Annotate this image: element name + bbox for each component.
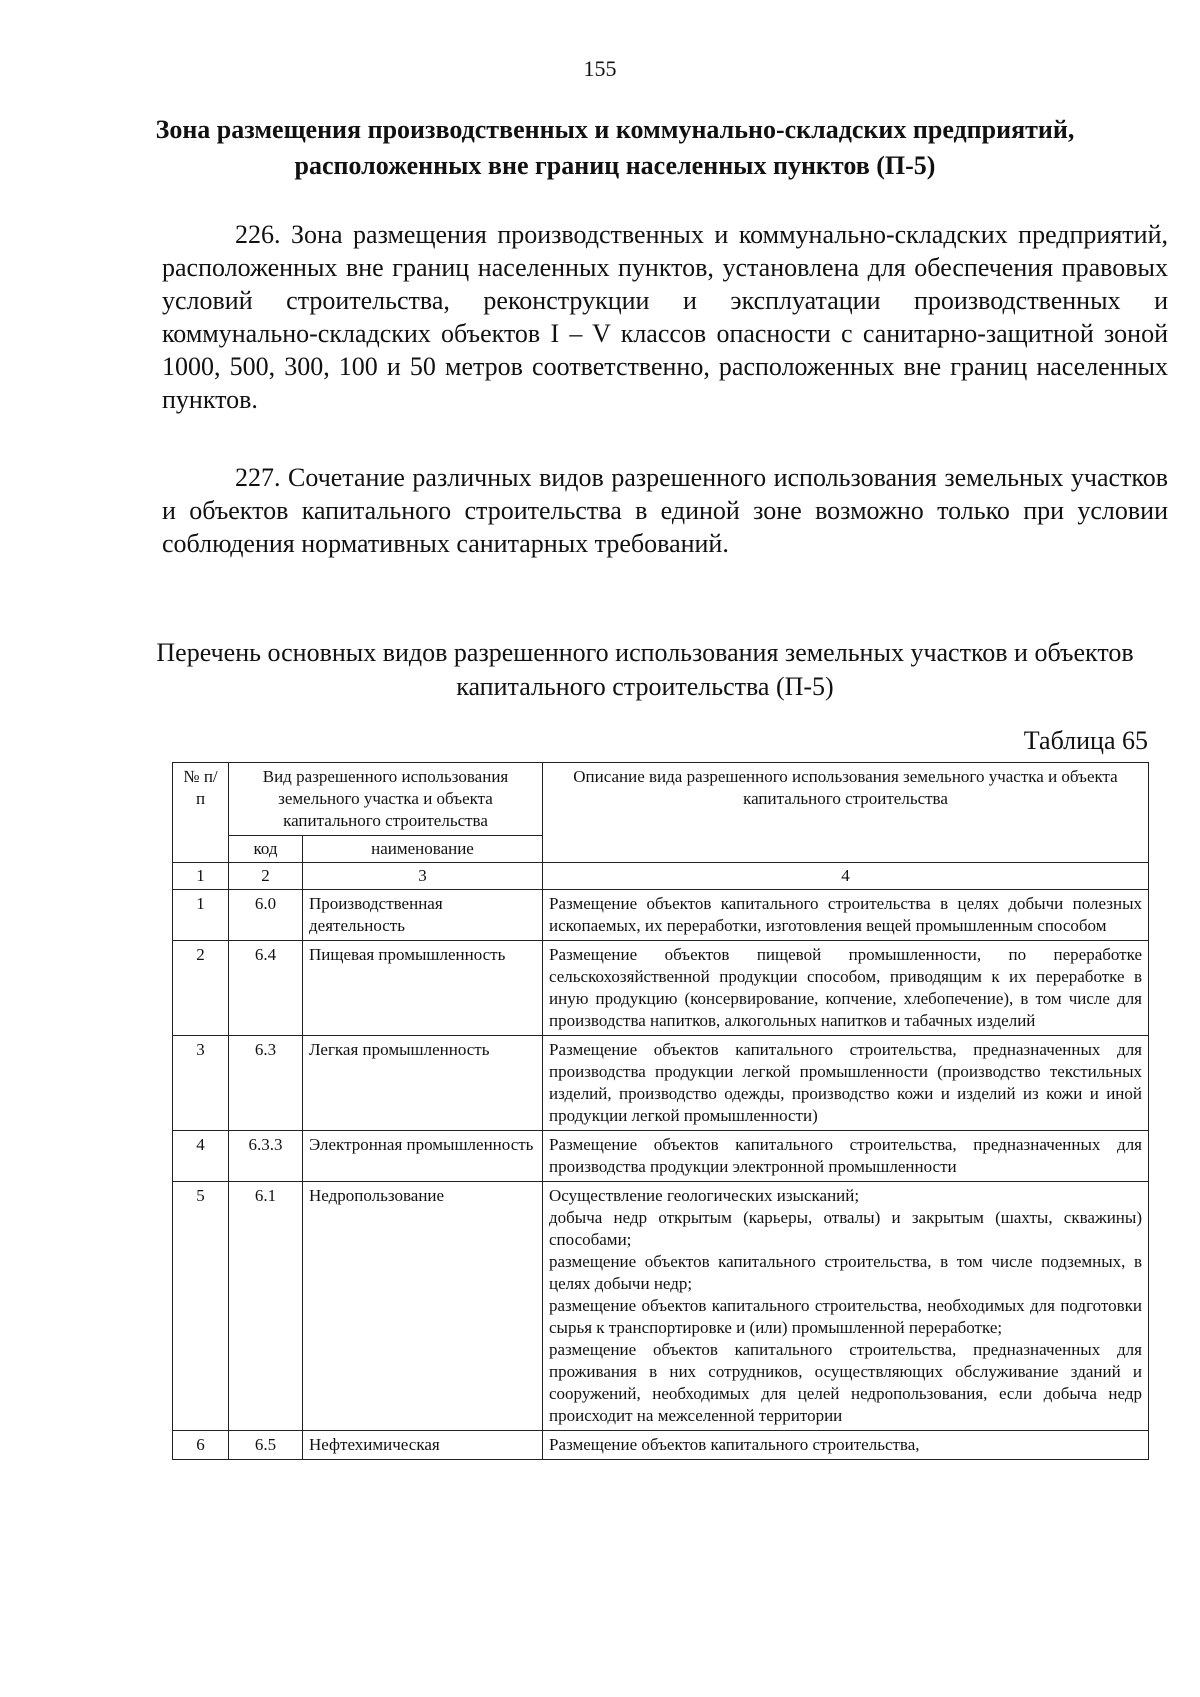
row-description: Размещение объектов пищевой промышленности, по переработке сельскохозяйственной продукции способом, приводящим к их переработке в иную продукцию (консервирование, копчение, хлебопечение), в том числе для производства напитков, алкогольных напитков и табачных изделий bbox=[543, 941, 1149, 1036]
row-code: 6.3 bbox=[229, 1036, 303, 1131]
row-num: 4 bbox=[173, 1131, 229, 1182]
header-description: Описание вида разрешенного использования земельного участка и объекта капитального строительства bbox=[543, 763, 1149, 863]
row-name: Недропользование bbox=[303, 1182, 543, 1431]
row-code: 6.5 bbox=[229, 1431, 303, 1460]
table-row bbox=[173, 890, 1149, 941]
header-name: наименование bbox=[303, 836, 543, 863]
row-name: Производственная деятельность bbox=[303, 890, 543, 941]
row-description: Размещение объектов капитального строительства, bbox=[543, 1431, 1149, 1460]
row-num: 6 bbox=[173, 1431, 229, 1460]
table-row bbox=[173, 1131, 1149, 1182]
index-cell: 1 bbox=[173, 863, 229, 890]
index-cell: 3 bbox=[303, 863, 543, 890]
table-row bbox=[173, 1182, 1149, 1431]
table-row bbox=[173, 941, 1149, 1036]
list-title: Перечень основных видов разрешенного использования земельных участков и объектов капитального строительства (П-5) bbox=[156, 638, 1134, 701]
description-line: размещение объектов капитального строительства, в том числе подземных, в целях добычи недр; bbox=[549, 1252, 1142, 1293]
description-line: размещение объектов капитального строительства, предназначенных для проживания в них сотрудников, осуществляющих обслуживание зданий и сооружений, необходимых для целей недропользования, если добыча недр происходит на межселенной территории bbox=[549, 1340, 1142, 1425]
index-cell: 2 bbox=[229, 863, 303, 890]
permitted-use-table bbox=[172, 762, 1149, 1460]
row-description bbox=[543, 1182, 1149, 1431]
page-number: 155 bbox=[583, 56, 617, 81]
row-code: 6.1 bbox=[229, 1182, 303, 1431]
description-line: размещение объектов капитального строительства, необходимых для подготовки сырья к транспортировке и (или) промышленной переработке; bbox=[549, 1296, 1142, 1337]
row-num: 5 bbox=[173, 1182, 229, 1431]
table-index-row bbox=[173, 863, 1149, 890]
row-num: 3 bbox=[173, 1036, 229, 1131]
row-code: 6.3.3 bbox=[229, 1131, 303, 1182]
row-name: Нефтехимическая bbox=[303, 1431, 543, 1460]
row-name: Электронная промышленность bbox=[303, 1131, 543, 1182]
paragraph-227: 227. Сочетание различных видов разрешенного использования земельных участков и объектов капитального строительства в единой зоне возможно только при условии соблюдения нормативных санитарных требований. bbox=[162, 463, 1168, 558]
index-cell: 4 bbox=[543, 863, 1149, 890]
row-code: 6.4 bbox=[229, 941, 303, 1036]
description-line: добыча недр открытым (карьеры, отвалы) и закрытым (шахты, скважины) способами; bbox=[549, 1208, 1142, 1249]
header-kind: Вид разрешенного использования земельного участка и объекта капитального строительства bbox=[229, 763, 543, 836]
row-name: Легкая промышленность bbox=[303, 1036, 543, 1131]
table-row bbox=[173, 1036, 1149, 1131]
row-description: Размещение объектов капитального строительства в целях добычи полезных ископаемых, их переработки, изготовления вещей промышленным способом bbox=[543, 890, 1149, 941]
row-code: 6.0 bbox=[229, 890, 303, 941]
row-description: Размещение объектов капитального строительства, предназначенных для производства продукции электронной промышленности bbox=[543, 1131, 1149, 1182]
zone-heading: Зона размещения производственных и коммунально-складских предприятий, расположенных вне границ населенных пунктов (П-5) bbox=[155, 115, 1075, 180]
row-num: 2 bbox=[173, 941, 229, 1036]
table-caption: Таблица 65 bbox=[1023, 726, 1148, 755]
paragraph-226: 226. Зона размещения производственных и коммунально-складских предприятий, расположенных вне границ населенных пунктов, установлена для обеспечения правовых условий строительства, реконструкции и эксплуатации производственных и коммунально-складских объектов I – V классов опасности с санитарно-защитной зоной 1000, 500, 300, 100 и 50 метров соответственно, расположенных вне границ населенных пунктов. bbox=[162, 220, 1168, 414]
table-row bbox=[173, 1431, 1149, 1460]
header-num: № п/п bbox=[173, 763, 229, 863]
row-name: Пищевая промышленность bbox=[303, 941, 543, 1036]
description-line: Осуществление геологических изысканий; bbox=[549, 1186, 860, 1205]
row-description: Размещение объектов капитального строительства, предназначенных для производства продукции легкой промышленности (производство текстильных изделий, производство одежды, производство кожи и изделий из кожи и иной продукции легкой промышленности) bbox=[543, 1036, 1149, 1131]
table-header-row bbox=[173, 763, 1149, 836]
row-num: 1 bbox=[173, 890, 229, 941]
header-code: код bbox=[229, 836, 303, 863]
